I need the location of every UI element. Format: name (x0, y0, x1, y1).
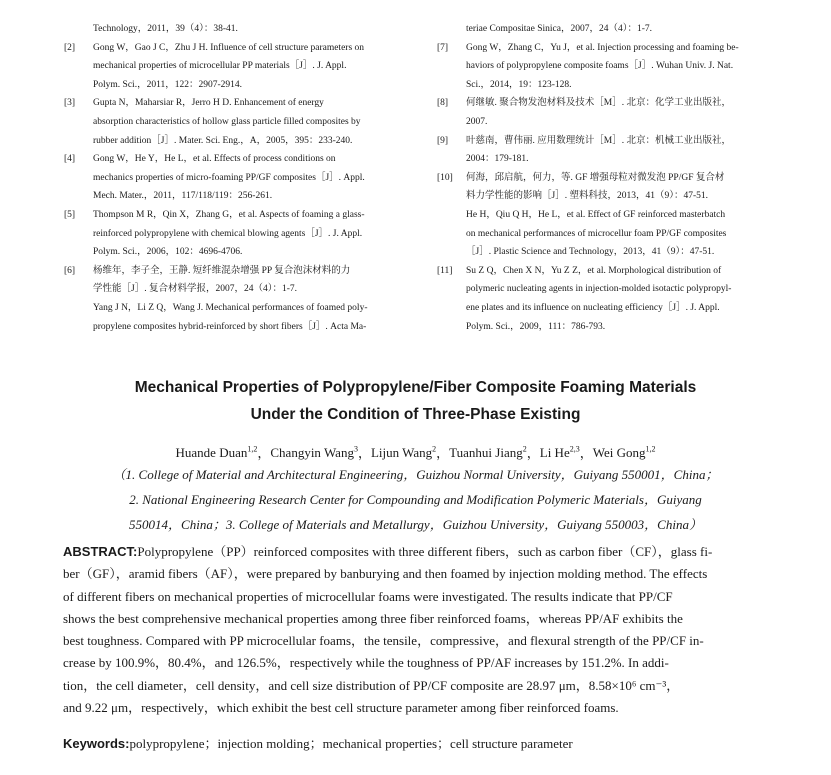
author-name: Lijun Wang (370, 445, 433, 461)
reference-line: 何继敏. 聚合物发泡材料及技术［M］. 北京：化学工业出版社， (466, 98, 731, 109)
author-list: Huande Duan$^{1,2}$，Changyin Wang$^3$，Lijun Wang$^2$，Tuanhui Jiang$^2$，Li He$^{2,3}$，Wei Gong$^{1,2}$ (175, 445, 656, 461)
reference-line: rubber addition［J］. Mater. Sci. Eng.，A，2005，395：233-240. (93, 135, 353, 146)
abstract-line: ber（GF），aramid fibers（AF），were prepared by banburying and then foamed by injection molding method. The effects (63, 566, 708, 582)
author-name: Li He (539, 445, 570, 461)
references-left-column (64, 20, 424, 336)
affiliations (0, 462, 831, 537)
reference-item (437, 262, 787, 336)
reference-item (64, 94, 424, 150)
abstract-line: tion，the cell diameter，cell density，and cell size distribution of PP/CF composite are 28.97 μm，8.58×10⁶ cm⁻³， (63, 677, 680, 693)
reference-line: mechanics properties of micro-foaming PP/GF composites［J］. Appl. (93, 172, 365, 183)
reference-line: Technology，2011，39（4）：38-41. (93, 24, 238, 34)
reference-item (64, 39, 424, 95)
author (449, 445, 527, 460)
reference-line: propylene composites hybrid-reinforced by short fibers［J］. Acta Ma- (93, 321, 367, 332)
reference-line: on mechanical performances of microcellur foam PP/GF composites (466, 228, 727, 239)
keywords-text: polypropylene；injection molding；mechanical properties；cell structure parameter (129, 736, 573, 751)
author (176, 445, 258, 460)
abstract-line: shows the best comprehensive mechanical properties among three fiber reinforced foams，whereas PP/AF exhibits the (63, 610, 683, 626)
affiliation-line: （1. College of Material and Architectural Engineering，Guizhou Normal University，Guiyang 550001，China； (112, 467, 719, 482)
title-line: Under the Condition of Three-Phase Existing (250, 406, 581, 423)
reference-line: Polym. Sci.，2006，102：4696-4706. (93, 247, 243, 258)
reference-line: Thompson M R，Qin X，Zhang G，et al. Aspects of foaming a glass- (93, 209, 365, 220)
reference-line: 料力学性能的影响［J］. 塑料科技，2013，41（9）：47-51. (466, 191, 708, 202)
reference-item (437, 94, 787, 131)
keywords-label: Keywords: (63, 736, 130, 751)
author-name: Huande Duan (175, 445, 248, 461)
reference-item (437, 20, 787, 39)
abstract-label: ABSTRACT: (63, 544, 138, 559)
reference-number: [9] (437, 135, 449, 146)
reference-item (437, 169, 787, 262)
abstract-text: Polypropylene（PP）reinforced composites with three different fibers，such as carbon fiber（CF），glass fi- (137, 544, 713, 559)
reference-item (437, 132, 787, 169)
author-affiliation-marker: 1,2 (645, 445, 656, 454)
reference-number: [2] (64, 42, 76, 53)
reference-line: Gong W，Gao J C，Zhu J H. Influence of cell structure parameters on (93, 42, 365, 53)
author (593, 445, 656, 460)
reference-line: ［J］. Plastic Science and Technology，2013，41（9）：47-51. (466, 247, 715, 258)
reference-line: Polym. Sci.，2009，111：786-793. (466, 321, 606, 332)
reference-line: Mech. Mater.，2011，117/118/119：256-261. (93, 191, 273, 202)
reference-line: mechanical properties of microcellular PP materials［J］. J. Appl. (93, 61, 347, 72)
reference-line: Gong W，He Y，He L，et al. Effects of process conditions on (93, 154, 336, 165)
author (371, 445, 436, 460)
reference-line: He H，Qiu Q H，He L，et al. Effect of GF reinforced masterbatch (466, 209, 726, 220)
abstract-line (63, 541, 782, 563)
reference-line: Polym. Sci.，2011，122：2907-2914. (93, 79, 243, 90)
author-name: Changyin Wang (270, 445, 354, 461)
title-line: Mechanical Properties of Polypropylene/Fiber Composite Foaming Materials (134, 379, 697, 396)
reference-line: 2007. (466, 116, 488, 127)
reference-item (64, 150, 424, 206)
author-name: Wei Gong (592, 445, 646, 461)
affiliation-line: 2. National Engineering Research Center for Compounding and Modification Polymeric Materials，Guiyang (129, 492, 702, 507)
reference-number: [6] (64, 265, 76, 276)
abstract-line: of different fibers on mechanical properties of microcellular foams were investigated. The results indicate that PP/CF (63, 588, 673, 604)
reference-line: polymeric nucleating agents in injection-molded isotactic polypropyl- (466, 284, 732, 295)
reference-item (437, 39, 787, 95)
reference-number: [8] (437, 98, 449, 109)
abstract-line: best toughness. Compared with PP microcellular foams，the tensile，compressive，and flexural strength of the PP/CF in- (63, 633, 704, 649)
abstract-line: and 9.22 μm，respectively，which exhibit the best cell structure parameter among fiber reinforced foams. (63, 700, 619, 716)
paper-title (0, 374, 831, 428)
reference-item (64, 262, 424, 336)
reference-line: 杨维年，李子全，王静. 短纤维混杂增强 PP 复合泡沫材料的力 (93, 265, 351, 276)
author-affiliation-marker: 3 (353, 445, 358, 454)
reference-line: teriae Compositae Sinica，2007，24（4）：1-7. (466, 24, 653, 34)
reference-number: [11] (437, 265, 453, 276)
reference-line: Sci.，2014，19：123-128. (466, 79, 572, 90)
reference-line: Gong W，Zhang C，Yu J，et al. Injection processing and foaming be- (466, 42, 739, 53)
author-affiliation-marker: 2 (522, 445, 527, 454)
reference-line: haviors of polypropylene composite foams［J］. Wuhan Univ. J. Nat. (466, 61, 734, 72)
reference-line: ene plates and its influence on nucleating efficiency［J］. J. Appl. (466, 302, 720, 313)
reference-number: [7] (437, 42, 449, 53)
reference-line: 何海，邱启航，何力，等. GF 增强母粒对微发泡 PP/GF 复合材 (466, 172, 725, 183)
reference-number: [5] (64, 209, 76, 220)
reference-line: absorption characteristics of hollow glass particle filled composites by (93, 116, 361, 127)
author-affiliation-marker: 1,2 (247, 445, 258, 454)
reference-number: [10] (437, 172, 453, 183)
reference-line: 学性能［J］. 复合材料学报，2007，24（4）：1-7. (93, 284, 297, 295)
reference-item (64, 206, 424, 262)
reference-line: Yang J N，Li Z Q，Wang J. Mechanical performances of foamed poly- (93, 302, 368, 313)
author-name: Tuanhui Jiang (449, 445, 523, 461)
reference-item (64, 20, 424, 39)
reference-number: [3] (64, 98, 76, 109)
affiliation-line: 550014，China；3. College of Materials and Metallurgy，Guizhou University，Guiyang 550003，China） (129, 517, 702, 532)
keywords (63, 733, 782, 755)
reference-line: Su Z Q，Chen X N，Yu Z Z，et al. Morphological distribution of (466, 265, 722, 276)
references-right-column (437, 20, 787, 336)
reference-line: 2004：179-181. (466, 154, 529, 165)
author (540, 445, 580, 460)
reference-line: Gupta N，Maharsiar R，Jerro H D. Enhancement of energy (93, 98, 324, 109)
author (270, 445, 358, 460)
reference-number: [4] (64, 154, 76, 165)
reference-line: reinforced polypropylene with chemical blowing agents［J］. J. Appl. (93, 228, 363, 239)
abstract (63, 541, 782, 719)
author-affiliation-marker: 2 (432, 445, 437, 454)
reference-line: 叶慈南，曹伟丽. 应用数理统计［M］. 北京：机械工业出版社， (466, 135, 731, 146)
references-section (0, 0, 831, 345)
abstract-line: crease by 100.9%，80.4%，and 126.5%，respectively while the toughness of PP/AF increases by 151.2%. In addi- (63, 655, 669, 671)
author-affiliation-marker: 2,3 (569, 445, 580, 454)
